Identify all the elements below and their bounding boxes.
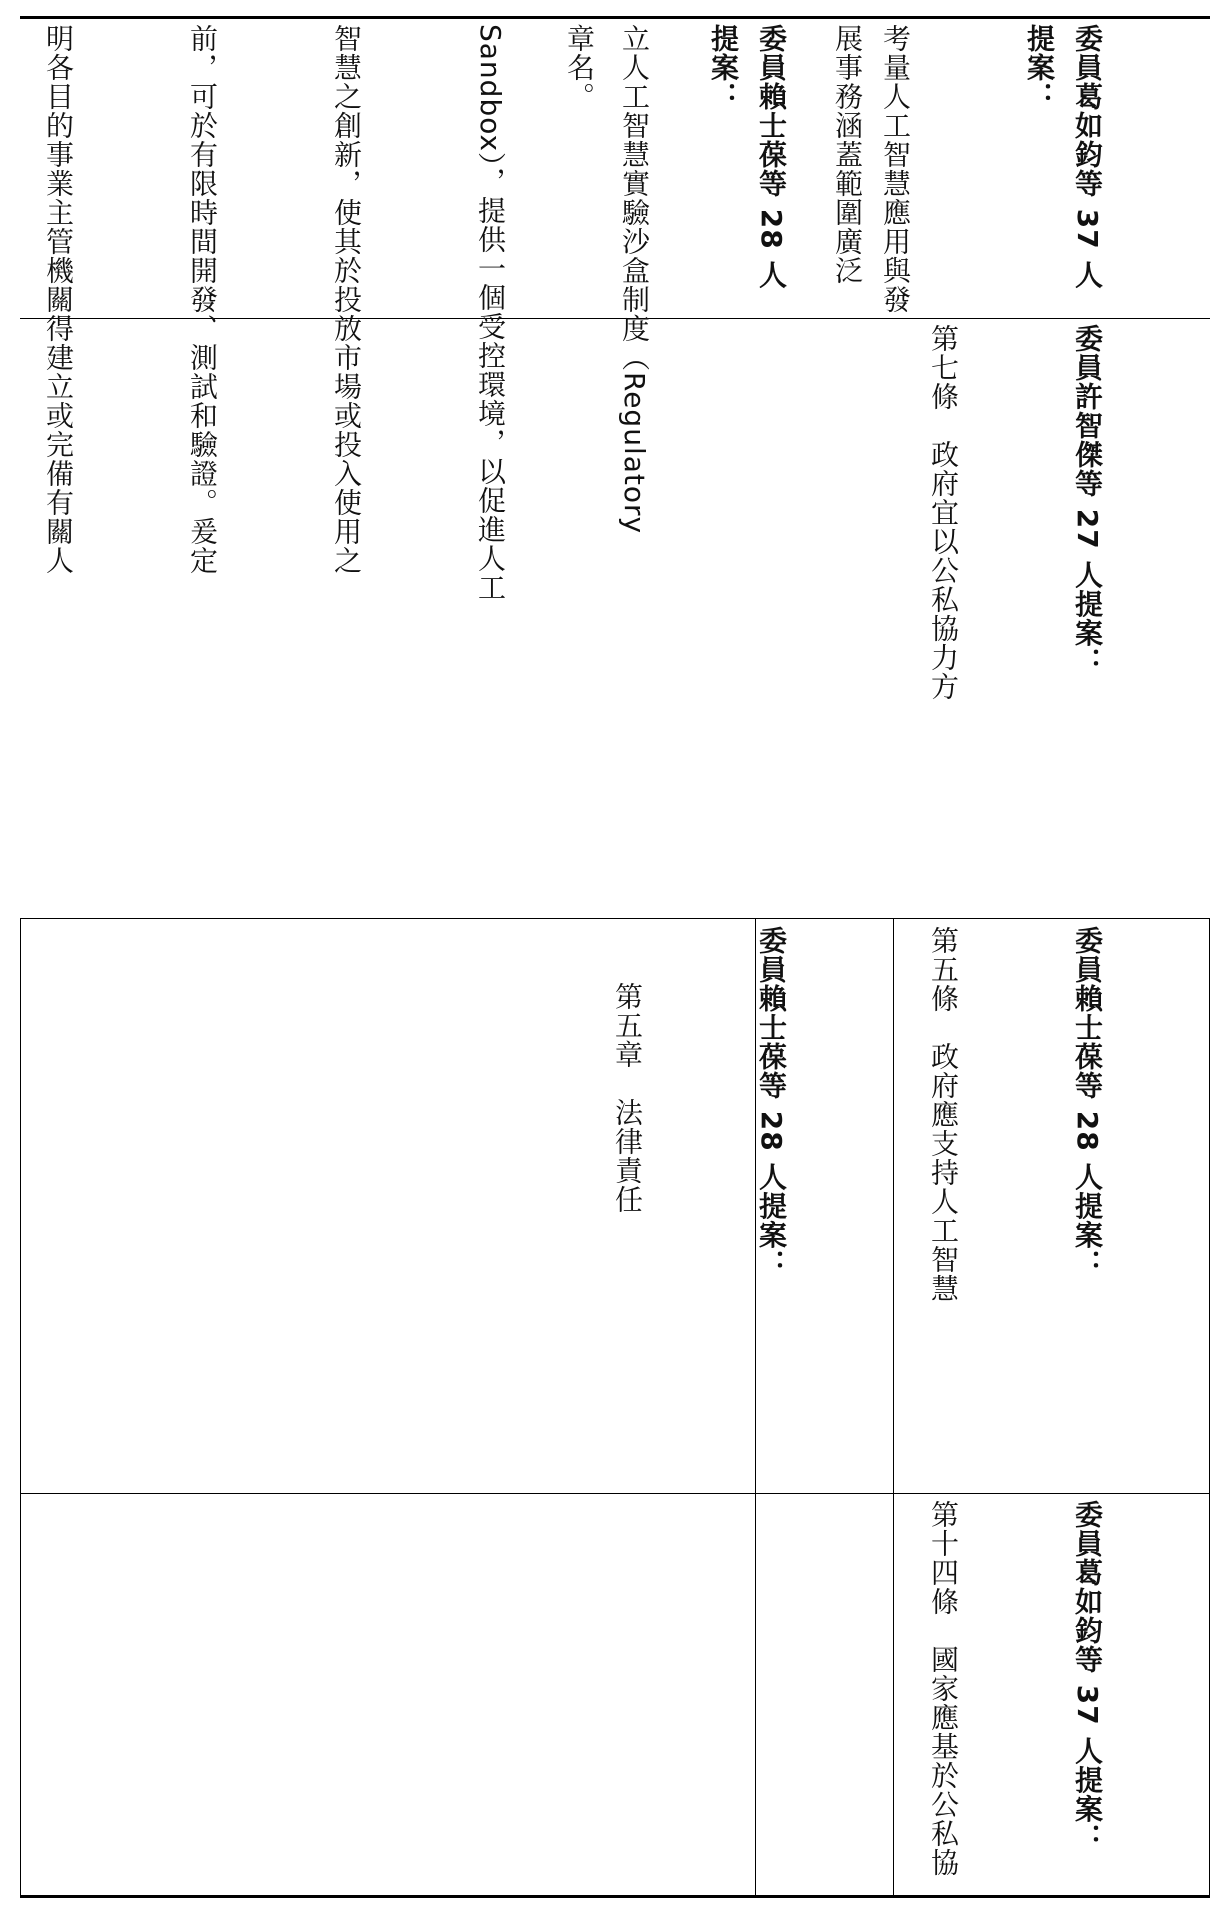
row3-article14-cell (895, 1500, 1207, 1890)
table-bottom-border (20, 1895, 1210, 1898)
proposal-heading: 委員賴士葆等 28 人提案： (707, 24, 788, 290)
explanation-line: 智慧之創新，使其於投放市場或投入使用之 (330, 24, 363, 575)
chapter-title: 第五章 法律責任 (611, 982, 644, 1214)
explanation-line: 明各目的事業主管機關得建立或完備有關人 (42, 24, 75, 575)
row3-explanation-cell (831, 24, 1207, 314)
cell-text: 考量人工智慧應用與發展事務涵蓋範圍廣泛 (831, 24, 912, 314)
column-divider-2 (20, 918, 1210, 919)
proposal-heading: 委員賴士葆等 28 人提案： (1071, 926, 1104, 1279)
explanation-line: Sandbox），提供一個受控環境，以促進人工 (474, 24, 507, 603)
row-divider-left (20, 918, 21, 1895)
explanation-line: 前，可於有限時間開發、測試和驗證。爰定 (186, 24, 219, 575)
article-text: 第五條 政府應支持人工智慧 (927, 926, 960, 1303)
proposal-heading: 委員賴士葆等 28 人提案： (755, 926, 788, 1279)
proposal-heading: 委員葛如鈞等 37 人提案： (1071, 1500, 1104, 1853)
row3-article7-cell (895, 324, 1207, 914)
row-divider-right (1209, 918, 1210, 1895)
explanation-line: 立人工智慧實驗沙盒制度（Regulatory (618, 24, 651, 535)
proposal-heading: 委員許智傑等 27 人提案： (1071, 324, 1104, 677)
column-divider-3 (20, 1493, 1210, 1494)
article-text: 第十四條 國家應基於公私協 (927, 1500, 960, 1877)
proposal-heading: 委員葛如鈞等 37 人提案： (1023, 24, 1104, 290)
article-text: 第七條 政府宜以公私協力方 (927, 324, 960, 701)
table-top-border (20, 16, 1210, 19)
cell-text: 章名。 (563, 24, 596, 111)
row3-article5-cell (895, 926, 1207, 1491)
